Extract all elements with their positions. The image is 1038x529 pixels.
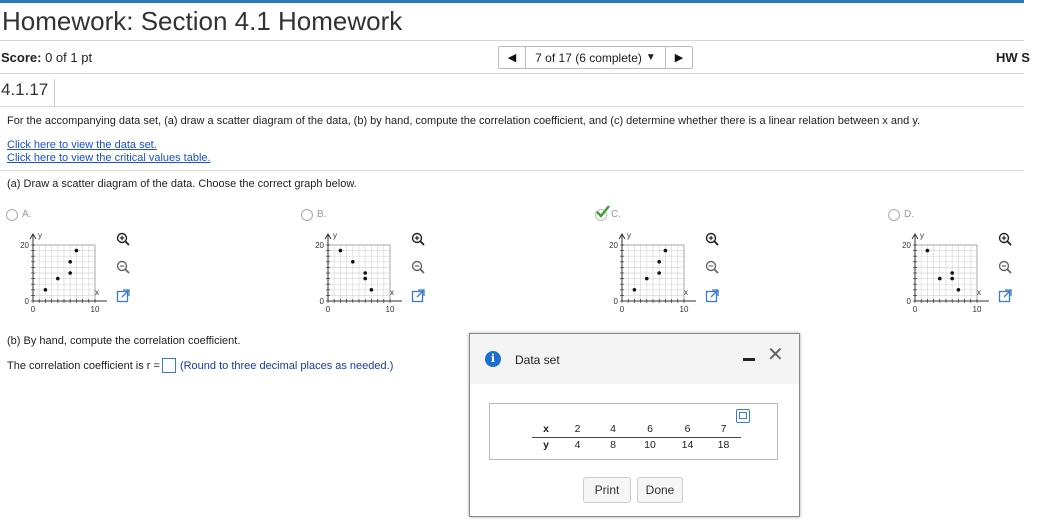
x-tick-label: 10 [385, 305, 395, 314]
table-cell: 6 [669, 422, 706, 437]
choice-d-label: D. [904, 209, 914, 220]
y-tick-label: 0 [319, 297, 324, 306]
rounding-hint: (Round to three decimal places as needed.) [179, 359, 394, 372]
choice-d[interactable] [888, 207, 1038, 319]
chevron-down-icon: ▼ [645, 52, 656, 63]
minimize-icon[interactable] [743, 358, 755, 361]
table-cell: 18 [717, 438, 730, 451]
y-axis-label: y [920, 231, 924, 240]
zoom-out-icon[interactable] [116, 260, 130, 274]
y-axis-label: y [333, 231, 337, 240]
lens-handle [420, 269, 424, 273]
table-cell: 7 [706, 422, 741, 437]
y-axis-label: y [627, 231, 631, 240]
question-position: 7 of 17 (6 complete) [535, 50, 642, 65]
data-point [363, 277, 367, 281]
x-axis-label: x [977, 288, 981, 297]
copy-icon[interactable] [736, 409, 750, 423]
expand-icon[interactable] [998, 289, 1012, 303]
data-point [926, 249, 930, 253]
table-cell: 6 [631, 422, 669, 437]
divider [0, 73, 1024, 74]
dialog-header [470, 334, 799, 384]
lens-handle [1007, 269, 1011, 273]
score-value: 0 of 1 pt [45, 50, 93, 65]
data-table [532, 422, 741, 452]
y-axis-label: y [38, 231, 42, 240]
hw-label: HW S [996, 50, 1030, 65]
prev-question-button[interactable] [499, 47, 526, 68]
expand-icon[interactable] [411, 289, 425, 303]
correlation-input[interactable] [162, 358, 176, 373]
zoom-out-icon[interactable] [411, 260, 425, 274]
part-a-prompt: (a) Draw a scatter diagram of the data. Choose the correct graph below. [7, 178, 357, 190]
correlation-answer-row [7, 358, 393, 373]
expand-icon[interactable] [116, 289, 130, 303]
score-label: Score: [1, 50, 42, 65]
choice-b-label: B. [317, 209, 327, 220]
table-cell: 4 [574, 438, 581, 451]
x-tick-label: 10 [679, 305, 689, 314]
data-point [950, 271, 954, 275]
data-point [75, 249, 79, 253]
x-tick-label: 0 [912, 305, 918, 314]
top-accent-bar [0, 0, 1024, 3]
expand-icon[interactable] [705, 289, 719, 303]
data-point [44, 288, 48, 292]
lens-handle [1007, 241, 1011, 245]
choice-a-label: A. [22, 209, 32, 220]
question-prompt: For the accompanying data set, (a) draw a scatter diagram of the data, (b) by hand, compute the correlation coefficient, and (c) determine whether there is a linear relation between x and y. [7, 115, 921, 127]
triangle-left-icon: ◀ [507, 52, 517, 64]
data-point [957, 288, 961, 292]
x-tick-label: 0 [30, 305, 36, 314]
data-point [56, 277, 60, 281]
lens-handle [420, 241, 424, 245]
data-point [633, 288, 637, 292]
zoom-in-icon[interactable] [116, 232, 130, 246]
divider [0, 40, 1024, 41]
y-tick-label: 20 [609, 241, 618, 250]
zoom-in-icon[interactable] [705, 232, 719, 246]
zoom-out-icon[interactable] [705, 260, 719, 274]
divider [0, 170, 1024, 171]
dialog-title: Data set [515, 353, 560, 367]
x-axis-label: x [390, 288, 394, 297]
y-tick-label: 20 [20, 241, 29, 250]
divider [0, 106, 1024, 107]
correlation-prefix: The correlation coefficient is r = [7, 359, 160, 372]
x-axis-label: x [95, 288, 99, 297]
data-point [370, 288, 374, 292]
lens-handle [714, 269, 718, 273]
data-point [339, 249, 343, 253]
lens-handle [125, 241, 129, 245]
zoom-in-icon[interactable] [998, 232, 1012, 246]
info-icon: i [485, 351, 501, 367]
choice-a[interactable] [6, 207, 156, 319]
x-tick-label: 10 [90, 305, 100, 314]
lens-handle [714, 241, 718, 245]
y-tick-label: 0 [906, 297, 911, 306]
table-row [532, 422, 741, 437]
data-point [645, 277, 649, 281]
choice-c-label: C. [611, 209, 621, 220]
view-data-set-link[interactable]: Click here to view the data set. [7, 139, 157, 151]
x-axis-label: x [684, 288, 688, 297]
y-header: y [543, 438, 549, 451]
data-table-panel [489, 403, 778, 460]
x-tick-label: 10 [972, 305, 982, 314]
next-question-button[interactable] [665, 47, 692, 68]
data-point [657, 260, 661, 264]
view-critical-values-link[interactable]: Click here to view the critical values table. [7, 152, 211, 164]
data-point [351, 260, 355, 264]
data-point [68, 271, 72, 275]
x-tick-label: 0 [325, 305, 331, 314]
table-cell: 10 [644, 438, 656, 451]
score-display [1, 50, 92, 65]
y-tick-label: 0 [613, 297, 618, 306]
table-cell: 8 [610, 438, 616, 451]
x-header: x [532, 422, 560, 437]
done-button[interactable]: Done [637, 477, 683, 503]
y-tick-label: 20 [902, 241, 911, 250]
y-tick-label: 20 [315, 241, 324, 250]
data-point [938, 277, 942, 281]
choice-b[interactable] [301, 207, 451, 319]
table-cell: 4 [595, 422, 631, 437]
zoom-out-icon[interactable] [998, 260, 1012, 274]
data-point [68, 260, 72, 264]
choice-c[interactable] [595, 207, 745, 319]
question-number: 4.1.17 [1, 79, 55, 107]
data-point [657, 271, 661, 275]
table-row [532, 437, 741, 452]
question-select-dropdown[interactable] [526, 47, 665, 68]
zoom-in-icon[interactable] [411, 232, 425, 246]
triangle-right-icon: ▶ [674, 52, 684, 64]
data-point [363, 271, 367, 275]
question-navigator [498, 46, 693, 69]
close-icon[interactable]: ✕ [767, 342, 784, 366]
x-tick-label: 0 [619, 305, 625, 314]
data-set-dialog [469, 333, 800, 517]
page-title: Homework: Section 4.1 Homework [2, 6, 403, 36]
y-tick-label: 0 [24, 297, 29, 306]
print-button[interactable]: Print [583, 477, 631, 503]
data-point [950, 277, 954, 281]
data-point [664, 249, 668, 253]
lens-handle [125, 269, 129, 273]
part-b-prompt: (b) By hand, compute the correlation coefficient. [7, 335, 241, 347]
table-cell: 14 [681, 438, 694, 451]
table-cell: 2 [560, 422, 595, 437]
